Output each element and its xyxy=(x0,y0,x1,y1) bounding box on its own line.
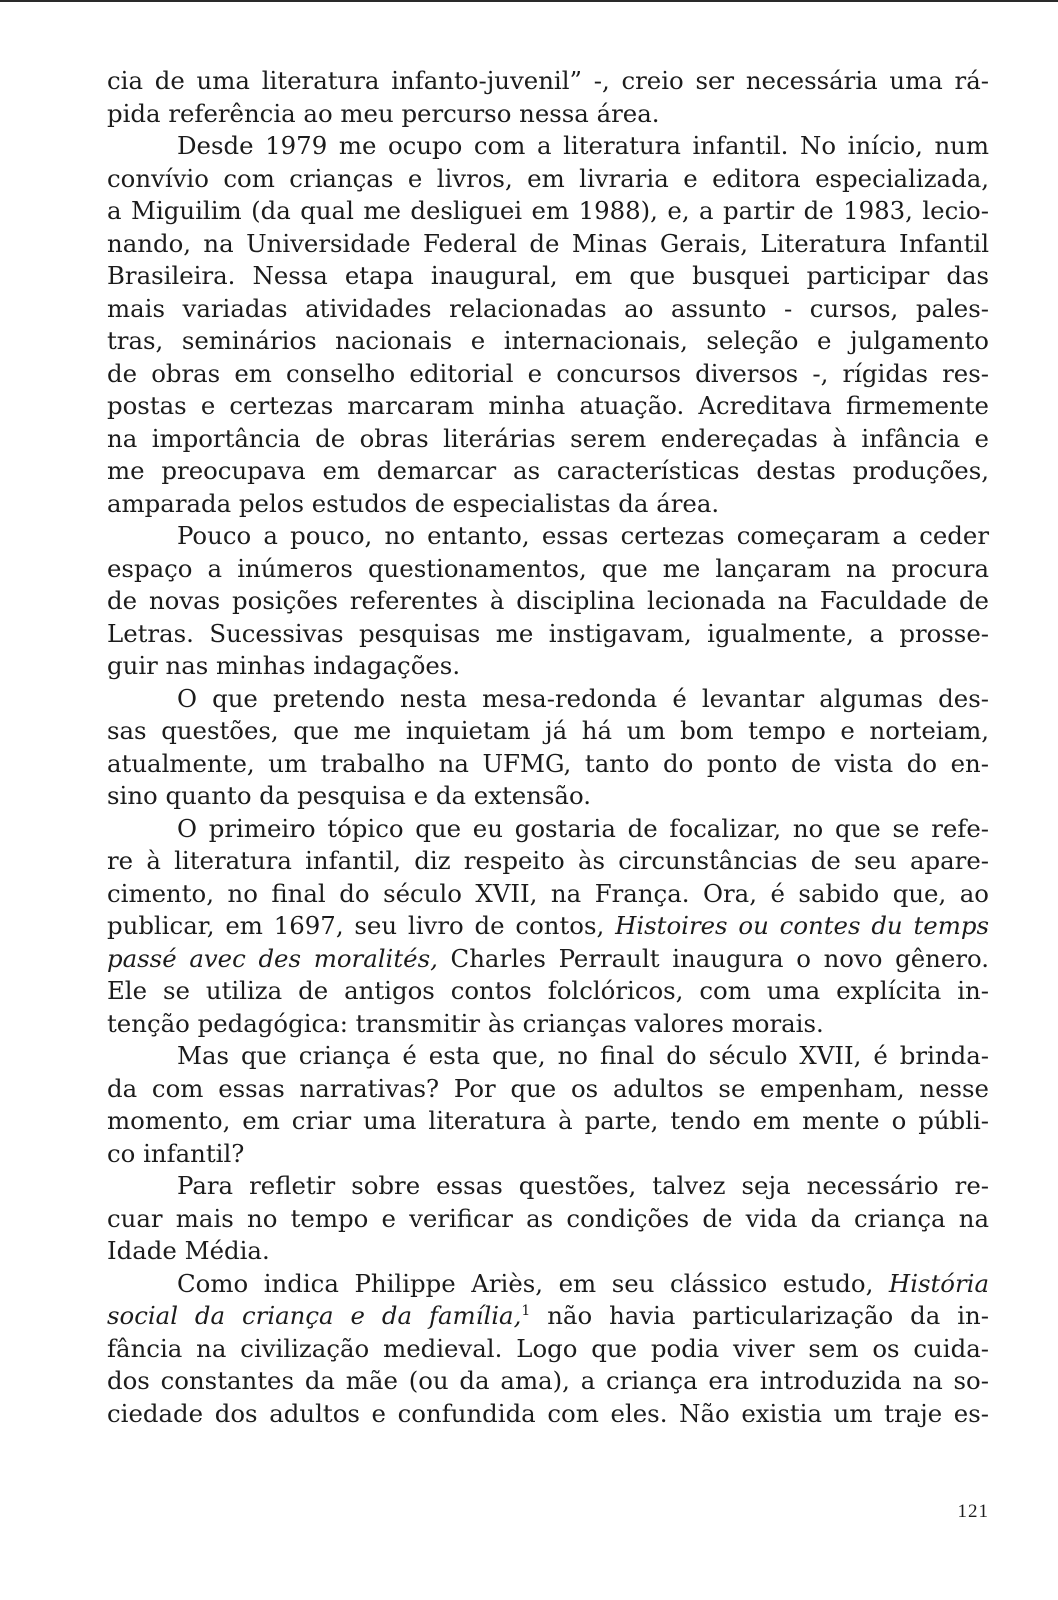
text-span: me preocupava em demarcar as características destas produções, xyxy=(107,456,989,485)
text-span: postas e certezas marcaram minha atuação. Acreditava firmemente xyxy=(107,391,989,420)
text-span: Letras. Sucessivas pesquisas me instigavam, igualmente, a prosse- xyxy=(107,618,989,648)
text-span: co infantil? xyxy=(107,1138,245,1168)
italic-title-text: social da criança e da família, xyxy=(107,1301,522,1330)
text-line xyxy=(107,650,989,683)
top-border-line xyxy=(0,0,1058,2)
text-span: Brasileira. Nessa etapa inaugural, em que busquei participar das xyxy=(107,261,989,290)
text-line xyxy=(107,910,989,943)
text-line xyxy=(107,813,989,846)
text-line xyxy=(107,780,989,813)
text-span: Ele se utiliza de antigos contos folclóricos, com uma explícita in- xyxy=(107,976,989,1005)
text-span: espaço a inúmeros questionamentos, que me lançaram na procura xyxy=(107,553,989,583)
text-line xyxy=(107,683,989,716)
text-span: tenção pedagógica: transmitir às crianças valores morais. xyxy=(107,1008,824,1038)
text-line xyxy=(107,1105,989,1138)
text-line xyxy=(107,1235,989,1268)
text-span: sas questões, que me inquietam já há um bom tempo e norteiam, xyxy=(107,716,989,745)
text-span: Charles Perrault inaugura o novo gênero. xyxy=(437,943,989,973)
body-text xyxy=(107,65,989,1430)
text-span: de novas posições referentes à disciplina lecionada na Faculdade de xyxy=(107,586,989,615)
text-line xyxy=(107,715,989,748)
text-span: guir nas minhas indagações. xyxy=(107,651,461,680)
text-line xyxy=(107,943,989,976)
text-line xyxy=(107,1008,989,1041)
text-span: re à literatura infantil, diz respeito às circunstâncias de seu apare- xyxy=(107,846,989,875)
text-span: O que pretendo nesta mesa-redonda é levantar algumas des- xyxy=(177,683,989,713)
text-span: cuar mais no tempo e verificar as condições de vida da criança na xyxy=(107,1203,989,1233)
text-line xyxy=(107,228,989,261)
text-line xyxy=(107,1170,989,1203)
text-line xyxy=(107,1040,989,1073)
text-span: Pouco a pouco, no entanto, essas certezas começaram a ceder xyxy=(177,521,989,550)
footnote-marker: 1 xyxy=(521,1303,531,1319)
text-line xyxy=(107,975,989,1008)
text-span: sino quanto da pesquisa e da extensão. xyxy=(107,781,591,810)
text-span: dos constantes da mãe (ou da ama), a criança era introduzida na so- xyxy=(107,1366,989,1395)
italic-title-text: História xyxy=(888,1268,989,1298)
text-line xyxy=(107,293,989,326)
text-span: cia de uma literatura infanto-juvenil” -, creio ser necessária uma rá- xyxy=(107,66,989,95)
text-span: Mas que criança é esta que, no final do século XVII, é brinda- xyxy=(177,1041,989,1070)
text-line xyxy=(107,618,989,651)
text-line xyxy=(107,1203,989,1236)
text-span: Para refletir sobre essas questões, talvez seja necessário re- xyxy=(177,1171,989,1200)
text-line xyxy=(107,1138,989,1171)
italic-title-text: Histoires ou contes du temps xyxy=(615,911,989,940)
text-line xyxy=(107,878,989,911)
text-line xyxy=(107,1268,989,1301)
text-span: cimento, no final do século XVII, na França. Ora, é sabido que, ao xyxy=(107,878,989,908)
text-line xyxy=(107,195,989,228)
text-span: tras, seminários nacionais e internacionais, seleção e julgamento xyxy=(107,326,989,355)
text-span: fância na civilização medieval. Logo que podia viver sem os cuida- xyxy=(107,1333,989,1363)
text-span: ciedade dos adultos e confundida com eles. Não existia um traje es- xyxy=(107,1398,989,1428)
text-line xyxy=(107,520,989,553)
text-line xyxy=(107,585,989,618)
text-line xyxy=(107,1300,989,1333)
text-span: momento, em criar uma literatura à parte, tendo em mente o públi- xyxy=(107,1106,989,1135)
text-line xyxy=(107,163,989,196)
text-line xyxy=(107,748,989,781)
text-line xyxy=(107,260,989,293)
text-span: Idade Média. xyxy=(107,1236,270,1265)
text-line xyxy=(107,65,989,98)
text-span: Desde 1979 me ocupo com a literatura infantil. No início, num xyxy=(177,131,989,160)
text-line xyxy=(107,1398,989,1431)
text-line xyxy=(107,98,989,131)
text-line xyxy=(107,358,989,391)
page-number: 121 xyxy=(957,1501,989,1522)
text-line xyxy=(107,130,989,163)
text-line xyxy=(107,1333,989,1366)
text-line xyxy=(107,1365,989,1398)
text-line xyxy=(107,390,989,423)
text-span: mais variadas atividades relacionadas ao assunto - cursos, pales- xyxy=(107,293,989,323)
text-span: amparada pelos estudos de especialistas da área. xyxy=(107,488,720,518)
text-span: convívio com crianças e livros, em livraria e editora especializada, xyxy=(107,163,989,193)
text-span: da com essas narrativas? Por que os adultos se empenham, nesse xyxy=(107,1073,989,1103)
text-line xyxy=(107,423,989,456)
text-line xyxy=(107,325,989,358)
text-span: O primeiro tópico que eu gostaria de focalizar, no que se refe- xyxy=(177,813,989,843)
text-span: Como indica Philippe Ariès, em seu clássico estudo, xyxy=(177,1268,889,1298)
text-span: nando, na Universidade Federal de Minas Gerais, Literatura Infantil xyxy=(107,228,989,258)
text-line xyxy=(107,553,989,586)
text-span: de obras em conselho editorial e concursos diversos -, rígidas res- xyxy=(107,358,989,388)
italic-title-text: passé avec des moralités, xyxy=(107,943,438,973)
text-line xyxy=(107,845,989,878)
text-line xyxy=(107,455,989,488)
text-span: a Miguilim (da qual me desliguei em 1988), e, a partir de 1983, lecio- xyxy=(107,196,989,225)
text-span: não havia particularização da in- xyxy=(530,1301,989,1330)
text-span: na importância de obras literárias serem endereçadas à infância e xyxy=(107,423,989,453)
text-line xyxy=(107,488,989,521)
text-span: pida referência ao meu percurso nessa área. xyxy=(107,98,660,128)
text-span: atualmente, um trabalho na UFMG, tanto do ponto de vista do en- xyxy=(107,748,989,778)
text-span: publicar, em 1697, seu livro de contos, xyxy=(107,911,616,940)
text-line xyxy=(107,1073,989,1106)
